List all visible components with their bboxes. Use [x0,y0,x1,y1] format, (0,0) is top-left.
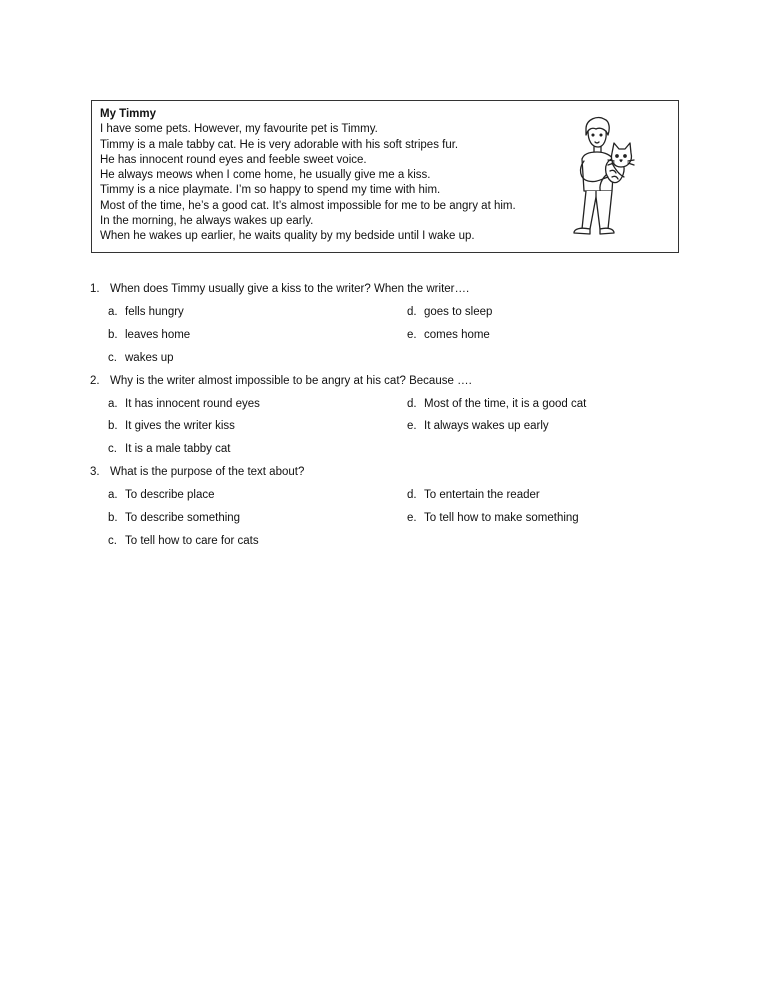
option-letter: c. [108,535,117,547]
option-1c[interactable] [108,352,174,364]
option-1a[interactable] [108,306,184,318]
passage-line: I have some pets. However, my favourite pet is Timmy. [100,123,378,136]
question-2 [90,375,472,387]
option-1b[interactable] [108,329,190,341]
option-text: To entertain the reader [424,489,540,501]
option-letter: d. [407,489,417,501]
question-text: Why is the writer almost impossible to be angry at his cat? Because …. [110,375,472,387]
option-letter: b. [108,512,118,524]
question-number: 1. [90,283,100,295]
option-text: goes to sleep [424,306,493,318]
option-3e[interactable] [407,512,579,524]
option-letter: e. [407,420,417,432]
option-1d[interactable] [407,306,492,318]
option-letter: a. [108,306,118,318]
question-text: When does Timmy usually give a kiss to the writer? When the writer…. [110,283,470,295]
option-text: To describe place [125,489,215,501]
passage-line: Timmy is a male tabby cat. He is very adorable with his soft stripes fur. [100,138,459,151]
question-number: 3. [90,466,100,478]
option-letter: a. [108,398,118,410]
option-text: leaves home [125,329,191,341]
passage-box [91,100,679,253]
passage-text [100,107,516,245]
option-text: It has innocent round eyes [125,398,260,410]
option-2e[interactable] [407,420,549,432]
option-3a[interactable] [108,489,215,501]
option-text: To tell how to care for cats [125,535,259,547]
option-2c[interactable] [108,443,230,455]
option-letter: d. [407,306,417,318]
person-holding-cat-icon [566,115,648,241]
passage-line: In the morning, he always wakes up early. [100,215,314,228]
option-3d[interactable] [407,489,540,501]
option-letter: a. [108,489,118,501]
passage-title: My Timmy [100,108,157,120]
option-text: It always wakes up early [424,420,549,432]
question-3 [90,466,304,478]
passage-line: Most of the time, he’s a good cat. It’s almost impossible for me to be angry at him. [100,199,516,212]
question-1 [90,283,469,295]
passage-line: He has innocent round eyes and feeble sweet voice. [100,153,367,166]
option-3b[interactable] [108,512,240,524]
option-letter: c. [108,443,117,455]
option-2b[interactable] [108,420,235,432]
passage-line: He always meows when I come home, he usually give me a kiss. [100,169,431,182]
option-letter: c. [108,352,117,364]
passage-line: Timmy is a nice playmate. I’m so happy to spend my time with him. [100,184,441,197]
option-text: wakes up [125,352,174,364]
option-2d[interactable] [407,398,586,410]
option-2a[interactable] [108,398,260,410]
passage-line: When he wakes up earlier, he waits quality by my bedside until I wake up. [100,230,475,243]
option-text: To describe something [125,512,241,524]
option-letter: e. [407,329,417,341]
option-1e[interactable] [407,329,490,341]
option-letter: b. [108,329,118,341]
option-text: To tell how to make something [424,512,579,524]
option-3c[interactable] [108,535,259,547]
option-text: Most of the time, it is a good cat [424,398,587,410]
question-number: 2. [90,375,100,387]
option-letter: b. [108,420,118,432]
question-text: What is the purpose of the text about? [110,466,305,478]
option-text: It gives the writer kiss [125,420,235,432]
option-letter: e. [407,512,417,524]
option-text: fells hungry [125,306,184,318]
option-text: comes home [424,329,490,341]
option-letter: d. [407,398,417,410]
option-text: It is a male tabby cat [125,443,231,455]
